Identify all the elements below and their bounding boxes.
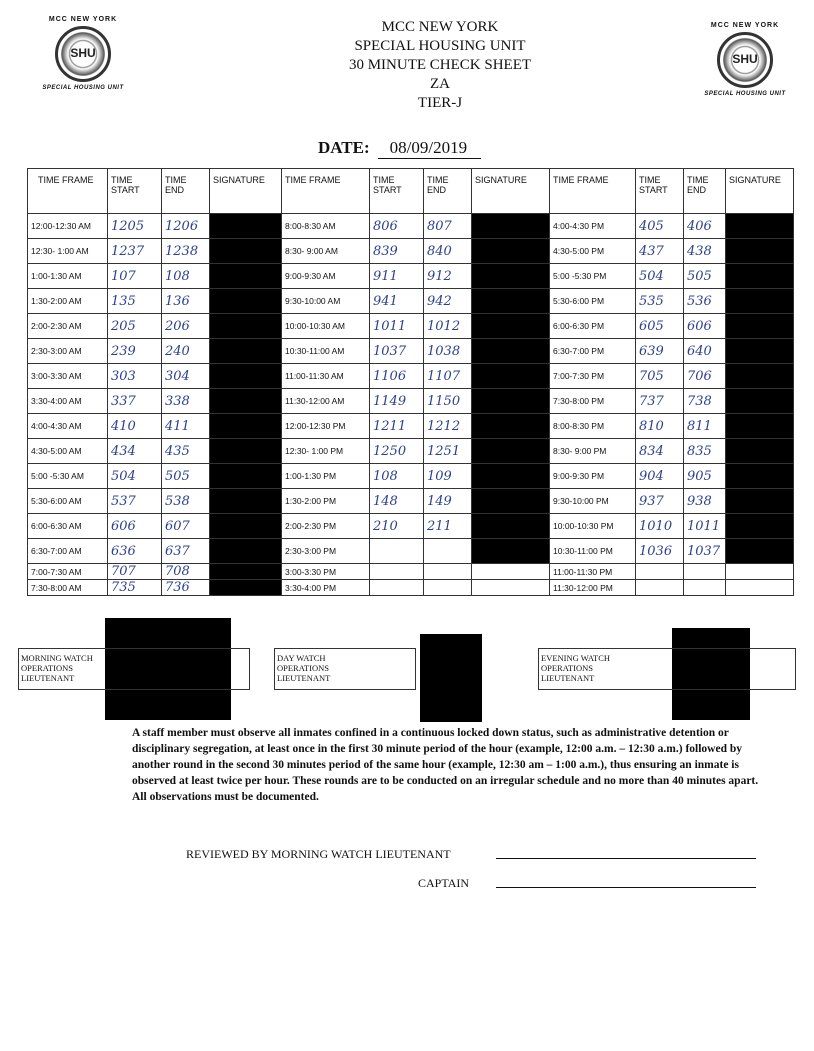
time-start-cell: 537	[108, 489, 162, 514]
time-frame-cell: 7:30-8:00 AM	[28, 580, 108, 596]
col-time-frame: TIME FRAME	[550, 169, 636, 214]
signature-cell-cell	[472, 389, 550, 414]
time-end-cell: 304	[162, 364, 210, 389]
time-frame-cell: 6:30-7:00 AM	[28, 539, 108, 564]
signature-cell-cell	[726, 389, 794, 414]
time-end-cell: 240	[162, 339, 210, 364]
time-frame-cell: 5:30-6:00 PM	[550, 289, 636, 314]
signature-cell-cell	[472, 364, 550, 389]
time-frame-cell: 8:00-8:30 AM	[282, 214, 370, 239]
time-frame-cell: 2:00-2:30 AM	[28, 314, 108, 339]
time-frame-cell: 4:00-4:30 AM	[28, 414, 108, 439]
time-frame-cell: 6:00-6:30 PM	[550, 314, 636, 339]
time-start-cell: 535	[636, 289, 684, 314]
time-start-cell: 410	[108, 414, 162, 439]
signature-cell-cell	[210, 564, 282, 580]
table-row	[28, 564, 794, 580]
time-frame-cell: 9:30-10:00 PM	[550, 489, 636, 514]
policy-text: A staff member must observe all inmates confined in a continuous locked down status, such as administrative detention or disciplinary segregation, at least once in the first 30 minute period of the hour (example, 12:00 a.m. – 12:30 a.m.) followed by another round in the second 30 minutes period of the same hour (example, 12:30 am – 1:00 a.m.), thus ensuring an inmate is observed at least twice per hour. These rounds are to be conducted on an irregular schedule and no more than 40 minutes apart. All observations must be documented.	[132, 727, 759, 803]
table-row	[28, 389, 794, 414]
time-end-cell	[684, 564, 726, 580]
time-frame-cell: 9:00-9:30 PM	[550, 464, 636, 489]
signature-cell-cell	[726, 239, 794, 264]
time-start-cell: 303	[108, 364, 162, 389]
time-start-cell: 210	[370, 514, 424, 539]
signature-cell-cell	[726, 580, 794, 596]
signature-cell-cell	[726, 464, 794, 489]
time-frame-cell: 11:00-11:30 PM	[550, 564, 636, 580]
header-row	[28, 169, 794, 214]
time-end-cell: 1206	[162, 214, 210, 239]
time-frame-cell: 2:30-3:00 AM	[28, 339, 108, 364]
signature-cell-cell	[210, 489, 282, 514]
time-frame-cell: 4:00-4:30 PM	[550, 214, 636, 239]
shu-logo-left	[28, 16, 138, 91]
time-start-cell: 937	[636, 489, 684, 514]
time-end-cell: 109	[424, 464, 472, 489]
signature-cell-cell	[210, 239, 282, 264]
time-end-cell: 1212	[424, 414, 472, 439]
signature-cell-cell	[472, 539, 550, 564]
signature-cell-cell	[210, 580, 282, 596]
signature-cell-cell	[726, 364, 794, 389]
signature-cell-cell	[210, 339, 282, 364]
time-frame-cell: 5:30-6:00 AM	[28, 489, 108, 514]
seal-text: SHU	[70, 46, 96, 60]
time-end-cell: 840	[424, 239, 472, 264]
time-start-cell: 605	[636, 314, 684, 339]
time-start-cell: 1149	[370, 389, 424, 414]
evening-watch-box	[538, 648, 796, 690]
logo-bottom-text: SPECIAL HOUSING UNIT	[42, 85, 124, 91]
time-end-cell: 637	[162, 539, 210, 564]
time-start-cell: 135	[108, 289, 162, 314]
time-frame-cell: 10:00-10:30 AM	[282, 314, 370, 339]
time-frame-cell: 12:00-12:30 PM	[282, 414, 370, 439]
check-sheet-table	[27, 168, 794, 596]
time-start-cell: 108	[370, 464, 424, 489]
time-frame-cell: 1:00-1:30 AM	[28, 264, 108, 289]
seal-icon	[717, 32, 773, 88]
signature-cell-cell	[210, 314, 282, 339]
time-end-cell	[424, 564, 472, 580]
time-end-cell	[424, 580, 472, 596]
signature-cell-cell	[472, 414, 550, 439]
time-start-cell: 437	[636, 239, 684, 264]
time-start-cell: 434	[108, 439, 162, 464]
time-end-cell: 505	[684, 264, 726, 289]
time-end-cell: 505	[162, 464, 210, 489]
time-frame-cell: 6:00-6:30 AM	[28, 514, 108, 539]
time-end-cell: 938	[684, 489, 726, 514]
time-frame-cell: 2:30-3:00 PM	[282, 539, 370, 564]
time-frame-cell: 3:30-4:00 AM	[28, 389, 108, 414]
time-frame-cell: 6:30-7:00 PM	[550, 339, 636, 364]
time-frame-cell: 12:30- 1:00 AM	[28, 239, 108, 264]
time-frame-cell: 9:30-10:00 AM	[282, 289, 370, 314]
date-label: DATE:	[318, 138, 370, 157]
logo-bottom-text: SPECIAL HOUSING UNIT	[704, 91, 786, 97]
table-row	[28, 289, 794, 314]
time-start-cell: 205	[108, 314, 162, 339]
date-value: 08/09/2019	[378, 138, 481, 159]
day-watch-label: DAY WATCH OPERATIONS LIEUTENANT	[277, 653, 331, 683]
time-end-cell: 1150	[424, 389, 472, 414]
day-watch-box	[274, 648, 416, 690]
signature-cell-cell	[472, 214, 550, 239]
signature-cell-cell	[726, 539, 794, 564]
signature-cell-cell	[726, 414, 794, 439]
time-start-cell: 707	[108, 564, 162, 580]
seal-text: SHU	[732, 52, 758, 66]
time-frame-cell: 11:30-12:00 PM	[550, 580, 636, 596]
time-start-cell: 1106	[370, 364, 424, 389]
title-line-5: TIER-J	[417, 95, 463, 111]
shu-logo-right	[690, 22, 800, 97]
time-frame-cell: 11:30-12:00 AM	[282, 389, 370, 414]
redacted-block	[420, 634, 482, 722]
time-end-cell: 835	[684, 439, 726, 464]
time-start-cell	[370, 564, 424, 580]
table-row	[28, 239, 794, 264]
signature-cell-cell	[472, 239, 550, 264]
time-frame-cell: 3:30-4:00 PM	[282, 580, 370, 596]
time-start-cell: 1037	[370, 339, 424, 364]
logo-top-text: MCC NEW YORK	[710, 22, 780, 29]
signature-cell-cell	[210, 264, 282, 289]
table-row	[28, 364, 794, 389]
captain-label: CAPTAIN	[418, 876, 470, 890]
time-start-cell: 735	[108, 580, 162, 596]
morning-watch-box	[18, 648, 250, 690]
signature-cell-cell	[210, 289, 282, 314]
time-end-cell: 905	[684, 464, 726, 489]
signature-cell-cell	[472, 489, 550, 514]
time-end-cell: 1012	[424, 314, 472, 339]
signature-cell-cell	[472, 464, 550, 489]
time-frame-cell: 12:30- 1:00 PM	[282, 439, 370, 464]
time-frame-cell: 2:00-2:30 PM	[282, 514, 370, 539]
seal-icon	[55, 26, 111, 82]
time-start-cell: 636	[108, 539, 162, 564]
table-row	[28, 489, 794, 514]
signature-cell-cell	[726, 564, 794, 580]
time-end-cell: 1238	[162, 239, 210, 264]
signature-cell-cell	[472, 564, 550, 580]
time-start-cell: 504	[636, 264, 684, 289]
time-end-cell: 435	[162, 439, 210, 464]
signature-cell-cell	[210, 214, 282, 239]
table-row	[28, 439, 794, 464]
signature-cell-cell	[210, 464, 282, 489]
time-frame-cell: 4:30-5:00 PM	[550, 239, 636, 264]
captain-signature-line	[496, 887, 756, 888]
time-start-cell: 806	[370, 214, 424, 239]
time-start-cell: 1036	[636, 539, 684, 564]
time-frame-cell: 3:00-3:30 AM	[28, 364, 108, 389]
title-line-1: MCC NEW YORK	[381, 19, 499, 35]
signature-cell-cell	[210, 514, 282, 539]
time-start-cell	[370, 539, 424, 564]
time-end-cell: 1037	[684, 539, 726, 564]
col-signature: SIGNATURE	[210, 169, 282, 214]
time-start-cell: 1205	[108, 214, 162, 239]
signature-cell-cell	[726, 339, 794, 364]
col-signature: SIGNATURE	[726, 169, 794, 214]
reviewed-by-label: REVIEWED BY MORNING WATCH LIEUTENANT	[186, 847, 451, 861]
time-end-cell: 206	[162, 314, 210, 339]
time-start-cell	[370, 580, 424, 596]
time-end-cell: 536	[684, 289, 726, 314]
time-frame-cell: 8:30- 9:00 PM	[550, 439, 636, 464]
time-end-cell: 108	[162, 264, 210, 289]
title-line-2: SPECIAL HOUSING UNIT	[354, 38, 526, 54]
time-start-cell: 337	[108, 389, 162, 414]
time-start-cell: 1211	[370, 414, 424, 439]
time-start-cell: 839	[370, 239, 424, 264]
col-time-frame: TIME FRAME	[28, 169, 108, 214]
time-start-cell: 107	[108, 264, 162, 289]
time-start-cell: 1250	[370, 439, 424, 464]
col-time-start: TIME START	[108, 169, 162, 214]
table-row	[28, 339, 794, 364]
time-end-cell: 912	[424, 264, 472, 289]
time-end-cell: 411	[162, 414, 210, 439]
time-start-cell: 834	[636, 439, 684, 464]
time-end-cell: 136	[162, 289, 210, 314]
time-end-cell: 640	[684, 339, 726, 364]
time-frame-cell: 10:00-10:30 PM	[550, 514, 636, 539]
time-end-cell: 706	[684, 364, 726, 389]
table-row	[28, 414, 794, 439]
time-end-cell: 708	[162, 564, 210, 580]
time-end-cell: 811	[684, 414, 726, 439]
time-start-cell: 737	[636, 389, 684, 414]
time-end-cell: 607	[162, 514, 210, 539]
time-start-cell: 504	[108, 464, 162, 489]
time-frame-cell: 9:00-9:30 AM	[282, 264, 370, 289]
signature-cell-cell	[726, 489, 794, 514]
time-start-cell: 239	[108, 339, 162, 364]
time-start-cell: 1010	[636, 514, 684, 539]
time-end-cell: 1251	[424, 439, 472, 464]
time-start-cell: 639	[636, 339, 684, 364]
time-frame-cell: 1:30-2:00 PM	[282, 489, 370, 514]
signature-cell-cell	[726, 264, 794, 289]
signature-cell-cell	[472, 439, 550, 464]
time-frame-cell: 5:00 -5:30 AM	[28, 464, 108, 489]
time-end-cell: 736	[162, 580, 210, 596]
time-frame-cell: 7:30-8:00 PM	[550, 389, 636, 414]
time-start-cell: 810	[636, 414, 684, 439]
signature-cell-cell	[472, 314, 550, 339]
table-row	[28, 464, 794, 489]
signature-cell-cell	[472, 339, 550, 364]
time-start-cell	[636, 564, 684, 580]
evening-watch-label: EVENING WATCH OPERATIONS LIEUTENANT	[541, 653, 611, 683]
time-frame-cell: 7:00-7:30 PM	[550, 364, 636, 389]
table-row	[28, 214, 794, 239]
col-time-start: TIME START	[636, 169, 684, 214]
time-end-cell: 211	[424, 514, 472, 539]
col-time-start: TIME START	[370, 169, 424, 214]
signature-cell-cell	[472, 264, 550, 289]
morning-watch-label: MORNING WATCH OPERATIONS LIEUTENANT	[21, 653, 93, 683]
signature-cell-cell	[726, 514, 794, 539]
time-end-cell: 606	[684, 314, 726, 339]
time-frame-cell: 8:00-8:30 PM	[550, 414, 636, 439]
table-row	[28, 314, 794, 339]
title-line-4: ZA	[430, 76, 450, 92]
time-end-cell: 1038	[424, 339, 472, 364]
time-start-cell: 941	[370, 289, 424, 314]
reviewed-by-signature-line	[496, 858, 756, 859]
signature-cell-cell	[472, 289, 550, 314]
time-end-cell: 149	[424, 489, 472, 514]
table-row	[28, 539, 794, 564]
time-end-cell: 1011	[684, 514, 726, 539]
time-frame-cell: 1:30-2:00 AM	[28, 289, 108, 314]
signature-cell-cell	[210, 539, 282, 564]
time-frame-cell: 3:00-3:30 PM	[282, 564, 370, 580]
signature-cell-cell	[726, 314, 794, 339]
time-frame-cell: 8:30- 9:00 AM	[282, 239, 370, 264]
time-frame-cell: 5:00 -5:30 PM	[550, 264, 636, 289]
col-time-end: TIME END	[424, 169, 472, 214]
signature-cell-cell	[726, 439, 794, 464]
time-start-cell: 911	[370, 264, 424, 289]
title-line-3: 30 MINUTE CHECK SHEET	[348, 57, 532, 73]
date-field	[318, 138, 481, 159]
logo-top-text: MCC NEW YORK	[48, 16, 118, 23]
time-start-cell: 606	[108, 514, 162, 539]
time-start-cell: 148	[370, 489, 424, 514]
time-frame-cell: 12:00-12:30 AM	[28, 214, 108, 239]
time-end-cell: 538	[162, 489, 210, 514]
time-start-cell: 1011	[370, 314, 424, 339]
time-frame-cell: 11:00-11:30 AM	[282, 364, 370, 389]
time-frame-cell: 4:30-5:00 AM	[28, 439, 108, 464]
table-row	[28, 514, 794, 539]
time-end-cell	[684, 580, 726, 596]
sheet-title	[250, 18, 630, 113]
time-frame-cell: 10:30-11:00 PM	[550, 539, 636, 564]
time-frame-cell: 10:30-11:00 AM	[282, 339, 370, 364]
time-end-cell: 406	[684, 214, 726, 239]
time-start-cell: 1237	[108, 239, 162, 264]
col-time-frame: TIME FRAME	[282, 169, 370, 214]
col-signature: SIGNATURE	[472, 169, 550, 214]
time-frame-cell: 1:00-1:30 PM	[282, 464, 370, 489]
col-time-end: TIME END	[162, 169, 210, 214]
signature-cell-cell	[210, 414, 282, 439]
time-end-cell: 942	[424, 289, 472, 314]
time-start-cell	[636, 580, 684, 596]
signature-cell-cell	[210, 364, 282, 389]
signature-cell-cell	[210, 389, 282, 414]
time-start-cell: 705	[636, 364, 684, 389]
time-start-cell: 405	[636, 214, 684, 239]
time-end-cell: 738	[684, 389, 726, 414]
col-time-end: TIME END	[684, 169, 726, 214]
signature-cell-cell	[726, 289, 794, 314]
table-row	[28, 580, 794, 596]
time-end-cell: 438	[684, 239, 726, 264]
signature-cell-cell	[472, 514, 550, 539]
time-end-cell: 1107	[424, 364, 472, 389]
signature-cell-cell	[726, 214, 794, 239]
time-end-cell: 807	[424, 214, 472, 239]
signature-cell-cell	[210, 439, 282, 464]
time-end-cell	[424, 539, 472, 564]
time-frame-cell: 7:00-7:30 AM	[28, 564, 108, 580]
time-start-cell: 904	[636, 464, 684, 489]
time-end-cell: 338	[162, 389, 210, 414]
table-row	[28, 264, 794, 289]
signature-cell-cell	[472, 580, 550, 596]
